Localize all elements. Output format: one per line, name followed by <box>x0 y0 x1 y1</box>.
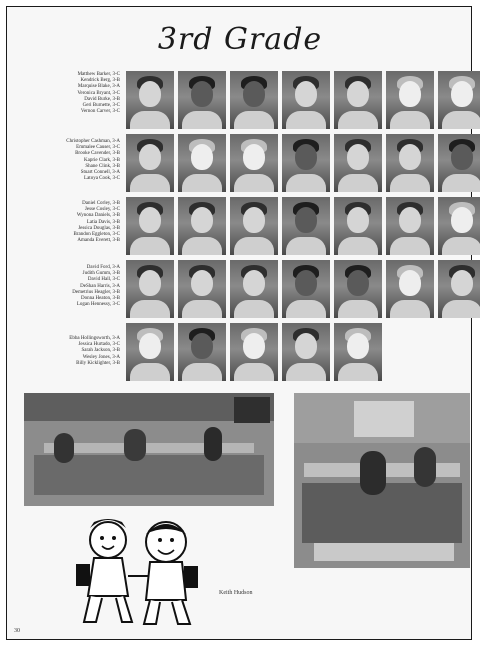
student-name: Christopher Cashman, 3-A <box>66 139 120 144</box>
names-block-5 <box>12 336 120 367</box>
student-name: Kaprie Clark, 3-B <box>84 157 120 163</box>
student-portrait <box>230 134 278 192</box>
page-title: 3rd Grade <box>157 22 323 57</box>
student-name: Ebba Hollingsworth, 3-A <box>69 336 120 341</box>
page-number: 30 <box>14 628 20 634</box>
student-name: Demetrius Heagler, 3-B <box>72 289 120 295</box>
student-portrait <box>282 323 330 381</box>
student-portrait <box>126 71 174 129</box>
student-name: Brooke Cavender, 3-B <box>75 151 120 157</box>
student-name: Jessica Hurtado, 3-C <box>78 342 120 348</box>
student-name: Jesse Cosley, 3-C <box>84 207 120 213</box>
student-name: Geri Burnette, 3-C <box>82 103 120 109</box>
student-portrait <box>282 134 330 192</box>
photo-row-2 <box>126 134 460 192</box>
student-portrait <box>230 260 278 318</box>
student-portrait <box>126 197 174 255</box>
student-portrait <box>334 134 382 192</box>
student-name: Wesley Jones, 3-A <box>82 354 120 360</box>
names-block-3 <box>12 201 120 244</box>
photo-row-3 <box>126 197 460 255</box>
photo-row-5 <box>126 323 460 381</box>
classroom-photo-left <box>24 393 274 506</box>
student-name: David Ford, 3-A <box>86 265 120 270</box>
student-portrait <box>438 134 480 192</box>
student-name: Matthew Barker, 3-C <box>77 72 120 77</box>
student-portrait <box>438 71 480 129</box>
names-block-2 <box>12 139 120 182</box>
student-portrait <box>438 197 480 255</box>
student-name: Jessica Douglas, 3-B <box>78 225 120 231</box>
student-portrait <box>230 197 278 255</box>
student-name: Shane Clink, 3-B <box>85 163 120 169</box>
student-name: Brandon Eggleton, 3-C <box>73 232 120 238</box>
student-name: David Hall, 3-C <box>87 277 120 283</box>
photo-caption: Keith Hudson <box>219 590 253 596</box>
student-name: Latoya Cook, 3-C <box>84 176 120 182</box>
student-portrait <box>126 134 174 192</box>
student-name: Stuart Connell, 3-A <box>80 170 120 176</box>
student-portrait <box>386 71 434 129</box>
student-name: Vernon Carver, 3-C <box>80 109 120 115</box>
student-portrait <box>386 197 434 255</box>
student-name: Logan Hennessy, 3-C <box>76 302 120 308</box>
student-portrait <box>334 71 382 129</box>
student-portrait <box>386 134 434 192</box>
student-name: DeShan Harris, 3-A <box>80 283 120 289</box>
student-name: Judith Gumm, 3-B <box>82 271 120 277</box>
photo-row-4 <box>126 260 460 318</box>
student-portrait <box>386 260 434 318</box>
student-portrait <box>438 260 480 318</box>
student-portrait <box>230 323 278 381</box>
student-name: Wynona Daniels, 3-B <box>76 213 120 219</box>
cartoon-kids-illustration <box>72 514 202 632</box>
student-portrait <box>178 197 226 255</box>
student-portrait <box>334 260 382 318</box>
student-name: Amanda Everett, 3-B <box>77 238 120 244</box>
names-block-1 <box>12 72 120 115</box>
student-name: Kendrick Berg, 3-B <box>80 78 120 84</box>
student-name: Marquise Blake, 3-A <box>77 84 120 90</box>
student-name: Billy Kicklighter, 3-B <box>76 360 120 366</box>
student-portrait <box>178 71 226 129</box>
student-portrait <box>334 197 382 255</box>
student-portrait <box>334 323 382 381</box>
student-portrait <box>282 260 330 318</box>
student-name: Veronica Bryant, 3-C <box>77 90 120 96</box>
student-portrait <box>230 71 278 129</box>
student-name: Daniel Corley, 3-B <box>82 201 120 206</box>
student-name: Sarah Jackson, 3-B <box>81 348 120 354</box>
student-portrait <box>178 134 226 192</box>
student-name: David Burke, 3-B <box>84 96 120 102</box>
student-portrait <box>126 323 174 381</box>
student-portrait <box>126 260 174 318</box>
student-name: Emmalee Causer, 3-C <box>76 145 120 151</box>
classroom-photo-right <box>294 393 470 568</box>
student-portrait <box>282 197 330 255</box>
names-block-4 <box>12 265 120 308</box>
student-portrait <box>178 260 226 318</box>
photo-row-1 <box>126 71 460 129</box>
student-name: Latia Davis, 3-B <box>86 219 120 225</box>
student-portrait <box>282 71 330 129</box>
student-portrait <box>178 323 226 381</box>
student-name: Donna Heaton, 3-B <box>80 296 120 302</box>
